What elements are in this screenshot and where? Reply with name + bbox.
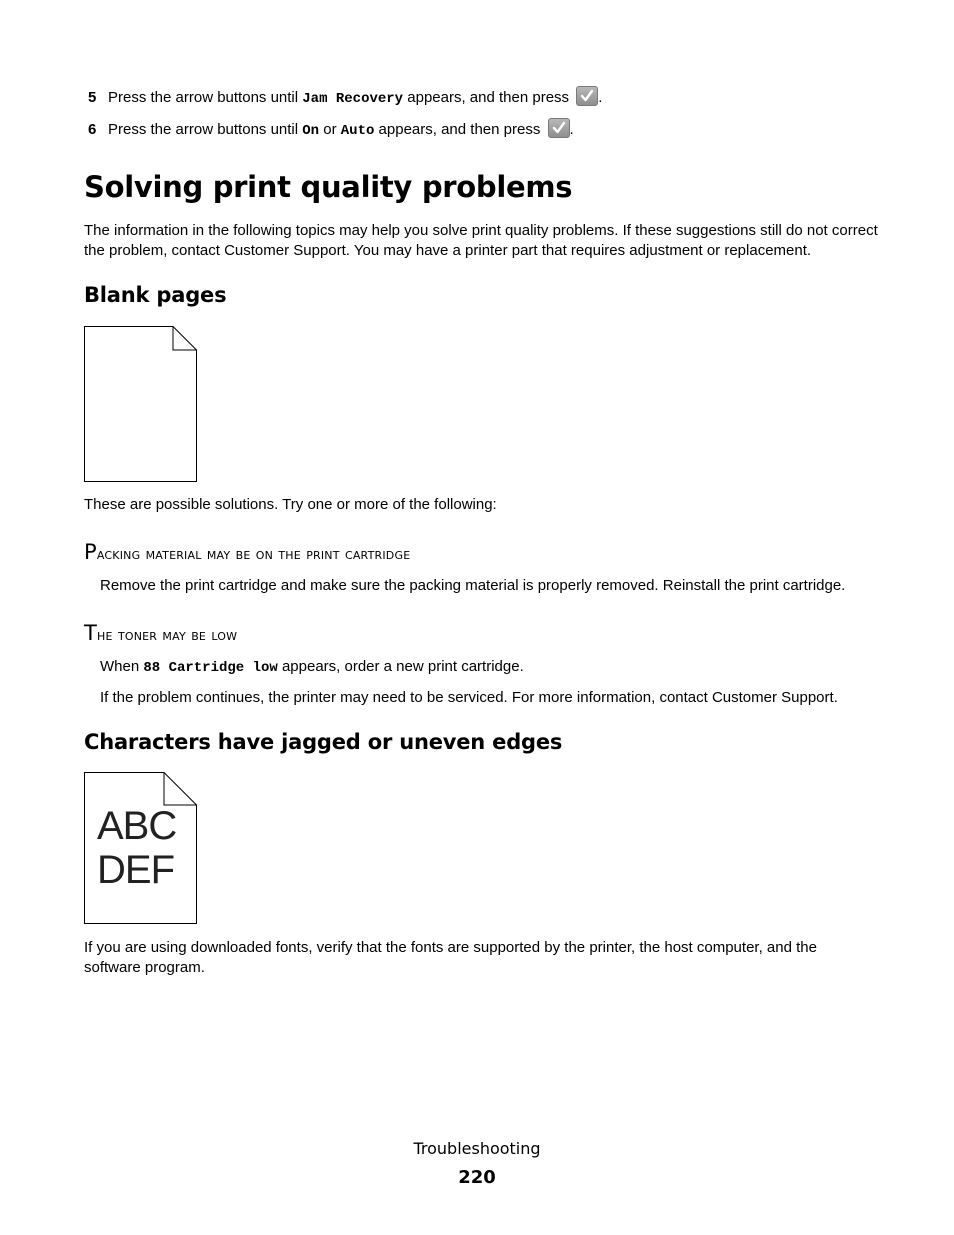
jagged-text-figure bbox=[84, 772, 198, 930]
cause-heading-packing bbox=[84, 540, 410, 564]
display-message-code: On bbox=[302, 123, 320, 139]
cause-text-pre: When bbox=[100, 658, 144, 675]
step-text: Press the arrow buttons until bbox=[108, 89, 303, 106]
section-intro: The information in the following topics may help you solve print quality problems. If these suggestions still do not correct the problem, contact Customer Support. You may have a printer part that requires adjustment or replacement. bbox=[84, 222, 878, 259]
cause-text-toner bbox=[100, 657, 890, 678]
cause-heading-initial: P bbox=[84, 540, 97, 564]
cause-text-post: appears, order a new print cartridge. bbox=[277, 658, 524, 675]
step-text: or bbox=[319, 121, 341, 138]
cause-heading-rest: acking material may be on the print cartridge bbox=[96, 544, 411, 563]
display-message-code: Auto bbox=[340, 123, 375, 139]
blank-pages-lead: These are possible solutions. Try one or more of the following: bbox=[84, 496, 497, 513]
checkmark-button-icon bbox=[548, 118, 570, 138]
cause-heading-initial: T bbox=[84, 621, 98, 645]
footer-chapter: Troubleshooting bbox=[413, 1139, 541, 1158]
step-6 bbox=[88, 118, 574, 141]
step-number: 5 bbox=[88, 89, 97, 106]
page-number: 220 bbox=[458, 1167, 496, 1188]
cause-heading-rest: he toner may be low bbox=[97, 625, 238, 644]
display-message-code: Jam Recovery bbox=[302, 91, 404, 107]
checkmark-button-icon bbox=[576, 86, 598, 106]
cause-text-packing: Remove the print cartridge and make sure the packing material is properly removed. Reinstall the print cartridge. bbox=[100, 577, 846, 594]
step-text-end: . bbox=[598, 89, 603, 106]
step-text: appears, and then press bbox=[403, 89, 574, 106]
blank-page-figure bbox=[84, 326, 198, 488]
cause-heading-toner bbox=[84, 621, 237, 645]
display-message-code: 88 Cartridge low bbox=[143, 660, 278, 676]
jagged-edges-text: If you are using downloaded fonts, verify that the fonts are supported by the printer, the host computer, and the software program. bbox=[84, 939, 817, 976]
jagged-line-2: DEF bbox=[97, 848, 174, 892]
step-text-end: . bbox=[569, 121, 574, 138]
section-title: Solving print quality problems bbox=[84, 170, 573, 204]
jagged-line-1: ABC bbox=[97, 804, 177, 848]
step-text: Press the arrow buttons until bbox=[108, 121, 303, 138]
cause-text-service: If the problem continues, the printer may need to be serviced. For more information, contact Customer Support. bbox=[100, 689, 838, 706]
step-text: appears, and then press bbox=[374, 121, 545, 138]
blank-pages-heading: Blank pages bbox=[84, 283, 227, 307]
jagged-figure-text bbox=[97, 804, 176, 892]
jagged-edges-heading: Characters have jagged or uneven edges bbox=[84, 730, 563, 754]
step-5 bbox=[88, 86, 602, 109]
step-number: 6 bbox=[88, 121, 97, 138]
